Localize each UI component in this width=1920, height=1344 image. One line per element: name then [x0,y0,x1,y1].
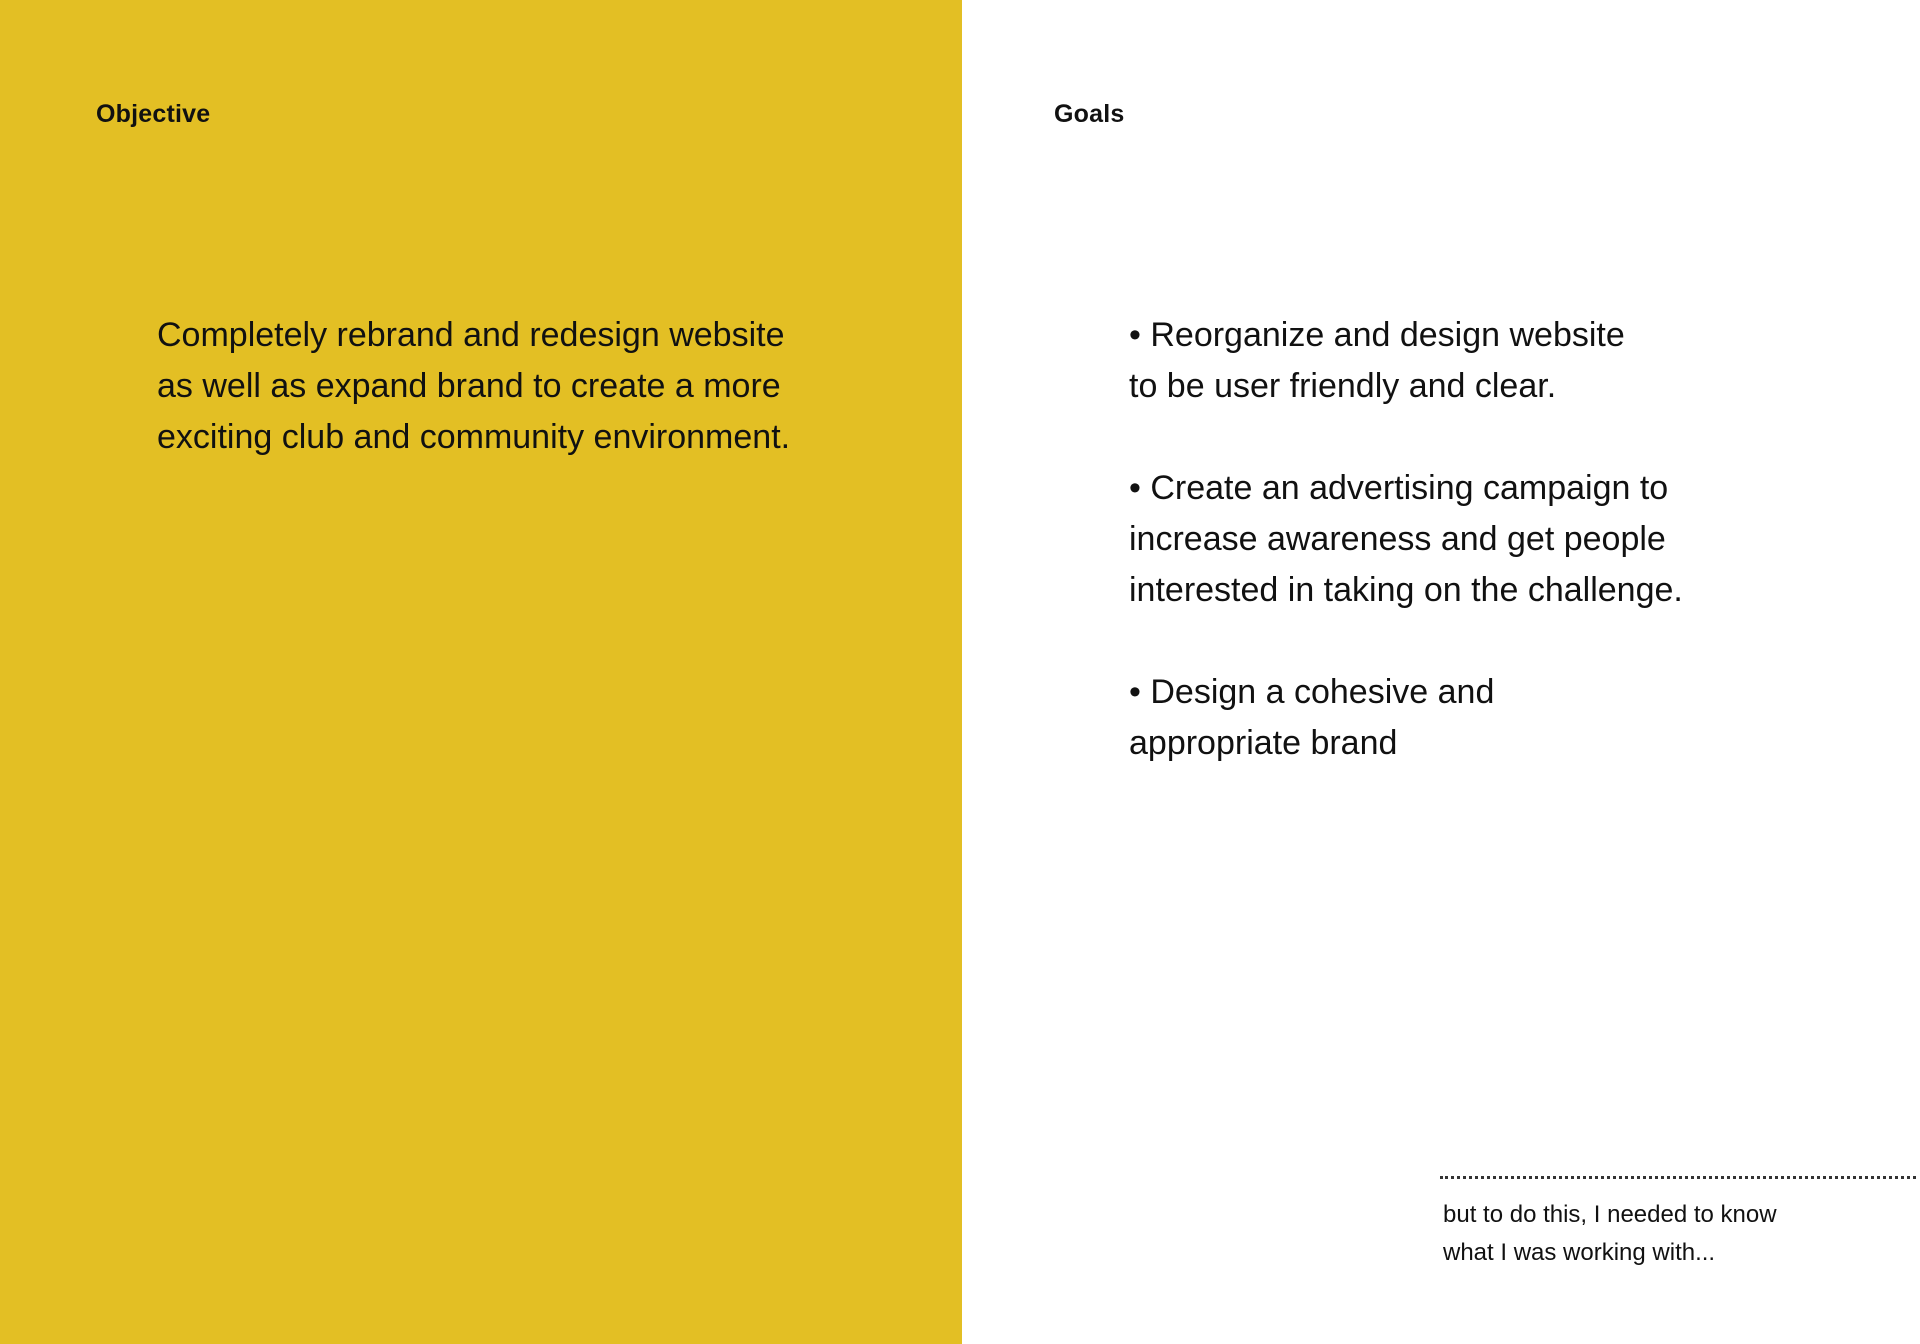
footnote-line: what I was working with... [1443,1239,1716,1266]
goal-line: to be user friendly and clear. [1129,367,1557,405]
dotted-divider [1440,1176,1916,1179]
footnote-line: but to do this, I needed to know [1443,1201,1777,1228]
goal-line: • Create an advertising campaign to [1129,469,1669,507]
goals-panel [962,0,1920,1344]
goal-item [1129,463,1889,616]
goals-list [1129,310,1889,820]
footnote-text [1443,1196,1903,1272]
goal-line: • Reorganize and design website [1129,316,1625,354]
goal-line: increase awareness and get people [1129,520,1666,558]
goals-heading: Goals [1054,100,1125,128]
objective-line: Completely rebrand and redesign website [157,316,785,354]
goal-line: interested in taking on the challenge. [1129,571,1683,609]
objective-text [157,310,877,463]
goal-line: appropriate brand [1129,724,1398,762]
goal-item [1129,667,1889,769]
objective-line: exciting club and community environment. [157,418,791,456]
goal-line: • Design a cohesive and [1129,673,1495,711]
objective-heading: Objective [96,100,211,128]
goal-item [1129,310,1889,412]
objective-line: as well as expand brand to create a more [157,367,781,405]
